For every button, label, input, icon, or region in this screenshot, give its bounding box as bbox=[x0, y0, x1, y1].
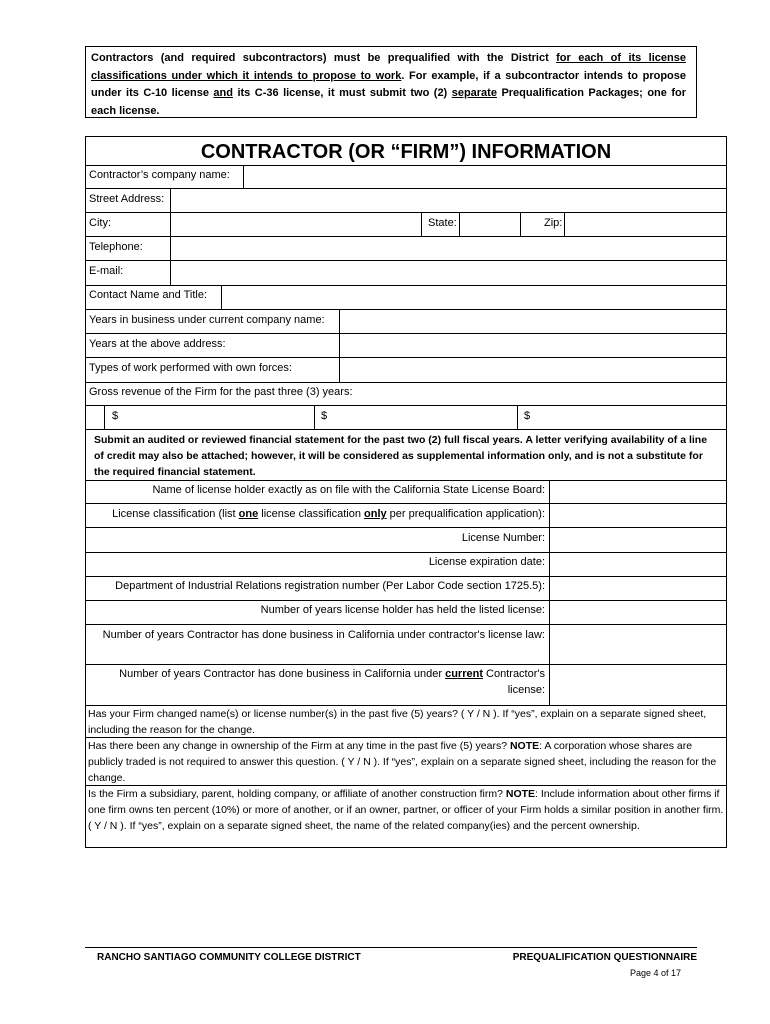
state-label: State: bbox=[428, 217, 457, 229]
question-name-change: Has your Firm changed name(s) or license number(s) in the past five (5) years? ( Y / N ). If “yes”, explain on a separate signed sheet, including the reason for the change. bbox=[88, 708, 707, 736]
license-expiration-label: License expiration date: bbox=[428, 556, 545, 568]
years-at-address-label: Years at the above address: bbox=[89, 338, 226, 350]
dir-registration-label: Department of Industrial Relations registration number (Per Labor Code section 1725.5): bbox=[115, 580, 545, 592]
financial-statement-note: Submit an audited or reviewed financial statement for the past two (2) full fiscal years. A letter verifying availability of a line of credit may also be attached; however, it will be considered as supplemental information only, and is not a substitute for the required financial statement. bbox=[94, 434, 708, 478]
revenue-year-2-input[interactable] bbox=[329, 406, 516, 428]
license-classification-label: License classification (list one license classification only per prequalification application): bbox=[112, 508, 545, 520]
street-address-label: Street Address: bbox=[89, 193, 165, 205]
email-label: E-mail: bbox=[89, 265, 124, 277]
revenue-year-1-input[interactable] bbox=[120, 406, 313, 428]
license-expiration-input[interactable] bbox=[550, 553, 726, 576]
years-at-address-input[interactable] bbox=[340, 334, 726, 357]
telephone-label: Telephone: bbox=[89, 241, 143, 253]
years-ca-business-input[interactable] bbox=[550, 625, 726, 664]
types-of-work-label: Types of work performed with own forces: bbox=[89, 362, 292, 374]
telephone-input[interactable] bbox=[171, 237, 726, 260]
years-in-business-label: Years in business under current company name: bbox=[89, 314, 325, 326]
types-of-work-input[interactable] bbox=[340, 358, 726, 382]
footer-district: RANCHO SANTIAGO COMMUNITY COLLEGE DISTRICT bbox=[97, 952, 361, 963]
question-ownership-change: Has there been any change in ownership of the Firm at any time in the past five (5) years? NOTE: A corporation whose shares are publicly traded is not required to answer this question. ( Y / N ). If “yes”, explain on a separate signed sheet, including the reason for the change. bbox=[88, 740, 717, 784]
section-title: CONTRACTOR (OR “FIRM”) INFORMATION bbox=[200, 141, 612, 163]
city-label: City: bbox=[89, 217, 111, 229]
page-footer bbox=[85, 947, 697, 978]
years-ca-business-label: Number of years Contractor has done business in California under contractor's license law: bbox=[102, 629, 545, 641]
years-license-held-label: Number of years license holder has held the listed license: bbox=[260, 604, 545, 616]
license-number-input[interactable] bbox=[550, 528, 726, 552]
years-in-business-input[interactable] bbox=[340, 310, 726, 333]
city-input[interactable] bbox=[171, 213, 421, 236]
dir-registration-input[interactable] bbox=[550, 577, 726, 600]
years-current-license-label: Number of years Contractor has done business in California under current Contractor's license: bbox=[119, 668, 545, 696]
street-address-input[interactable] bbox=[171, 189, 726, 212]
question-affiliate-firm: Is the Firm a subsidiary, parent, holding company, or affiliate of another construction firm? NOTE: Include information about other firms if one firm owns ten percent (10%) or more of another, or if an owner, partner, or officer of your Firm holds a similar position in another firm. ( Y / N ). If “yes”, explain on a separate signed sheet, the name of the related company(ies) and the percent ownership. bbox=[88, 788, 724, 832]
contractor-information-form bbox=[85, 136, 727, 848]
zip-label: Zip: bbox=[544, 217, 563, 229]
license-holder-name-input[interactable] bbox=[550, 481, 726, 503]
zip-input[interactable] bbox=[565, 213, 726, 236]
license-classification-input[interactable] bbox=[550, 504, 726, 527]
revenue-year-2-dollar: $ bbox=[321, 410, 328, 422]
revenue-year-3-dollar: $ bbox=[524, 410, 531, 422]
gross-revenue-label: Gross revenue of the Firm for the past three (3) years: bbox=[89, 386, 353, 398]
company-name-label: Contractor’s company name: bbox=[89, 169, 230, 181]
footer-document-title: PREQUALIFICATION QUESTIONNAIRE bbox=[512, 952, 697, 963]
years-current-license-input[interactable] bbox=[550, 665, 726, 705]
license-number-label: License Number: bbox=[461, 532, 545, 544]
contact-name-label: Contact Name and Title: bbox=[89, 289, 208, 301]
contact-name-input[interactable] bbox=[222, 286, 726, 309]
state-input[interactable] bbox=[460, 213, 520, 236]
revenue-year-1-dollar: $ bbox=[112, 410, 119, 422]
company-name-input[interactable] bbox=[244, 166, 726, 188]
years-license-held-input[interactable] bbox=[550, 601, 726, 624]
license-holder-name-label: Name of license holder exactly as on file with the California State License Board: bbox=[152, 484, 545, 496]
page-number: Page 4 of 17 bbox=[629, 968, 681, 978]
revenue-year-3-input[interactable] bbox=[532, 406, 725, 428]
email-input[interactable] bbox=[171, 261, 726, 285]
prequalification-notice: Contractors (and required subcontractors) must be prequalified with the District for each of its license classifications under which it intends to propose to work. For example, if a subcontractor intends to propose under its C-10 license and its C-36 license, it must submit two (2) separate Prequalification Packages; one for each license. bbox=[85, 46, 697, 118]
